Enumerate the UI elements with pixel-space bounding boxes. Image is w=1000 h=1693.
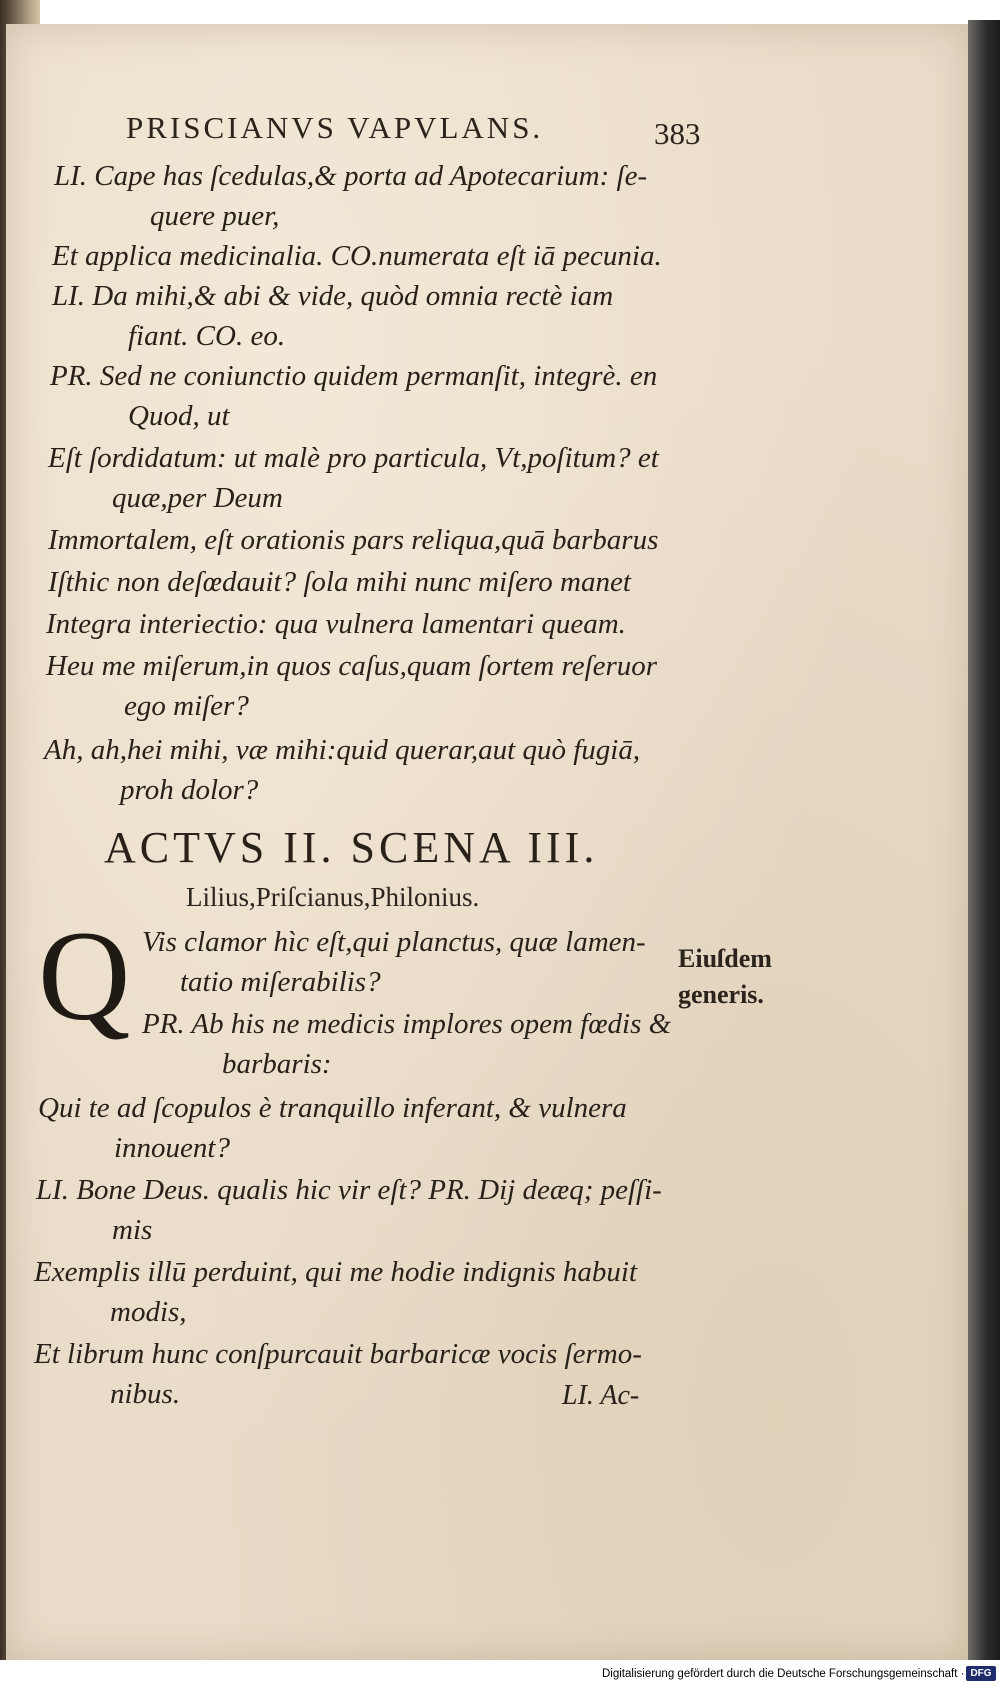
verse-line: Vis clamor hìc eſt,qui planctus, quæ lamen-	[142, 926, 646, 958]
page-edge-shadow	[968, 20, 1000, 1660]
verse-line: LI. Bone Deus. qualis hic vir eſt? PR. Dij deæq; peſſi-	[36, 1174, 662, 1206]
verse-line: Quod, ut	[128, 400, 230, 432]
verse-line: barbaris:	[222, 1048, 332, 1080]
verse-line: fiant. CO. eo.	[128, 320, 286, 352]
running-head: PRISCIANVS VAPVLANS.	[126, 110, 544, 145]
verse-line: Immortalem, eſt orationis pars reliqua,quā barbarus	[48, 524, 659, 556]
verse-line: proh dolor?	[120, 774, 259, 806]
drop-cap-initial: Q	[38, 905, 131, 1047]
scene-heading: ACTVS II. SCENA III.	[104, 823, 599, 872]
verse-line: LI. Cape has ſcedulas,& porta ad Apotecarium: ſe-	[54, 160, 648, 192]
page-number: 383	[654, 116, 701, 151]
dramatis-personae: Lilius,Priſcianus,Philonius.	[186, 882, 480, 912]
verse-line: Et applica medicinalia. CO.numerata eſt iā pecunia.	[52, 240, 662, 272]
digitization-credit: Digitalisierung gefördert durch die Deutsche Forschungsgemeinschaft ·	[602, 1668, 965, 1680]
verse-line: tatio miſerabilis?	[180, 966, 381, 998]
verse-line: quæ,per Deum	[112, 482, 283, 514]
verse-line: quere puer,	[150, 200, 280, 232]
verse-line: Exemplis illū perduint, qui me hodie indignis habuit	[34, 1256, 638, 1288]
verse-line: nibus.	[110, 1378, 181, 1410]
verse-line: Eſt ſordidatum: ut malè pro particula, Vt,poſitum? et	[48, 442, 659, 474]
verse-line: ego miſer?	[124, 690, 249, 722]
verse-line: mis	[112, 1214, 153, 1246]
verse-line: innouent?	[114, 1132, 230, 1164]
marginal-note: generis.	[678, 980, 764, 1009]
verse-line: Et librum hunc conſpurcauit barbaricæ vocis ſermo-	[34, 1338, 642, 1370]
dfg-logo-icon: DFG	[966, 1666, 996, 1681]
verse-line: PR. Sed ne coniunctio quidem permanſit, integrè. en	[50, 360, 658, 392]
verse-line: Heu me miſerum,in quos caſus,quam ſortem reſeruor	[46, 650, 658, 682]
verse-line: Iſthic non deſœdauit? ſola mihi nunc miſero manet	[48, 566, 631, 598]
verse-line: modis,	[110, 1296, 187, 1328]
verse-line: Ah, ah,hei mihi, væ mihi:quid querar,aut quò fugiā,	[44, 734, 641, 766]
verse-line: LI. Da mihi,& abi & vide, quòd omnia rectè iam	[52, 280, 614, 312]
verse-line: Integra interiectio: qua vulnera lamentari queam.	[46, 608, 626, 640]
verse-line: PR. Ab his ne medicis implores opem fœdis &	[142, 1008, 672, 1040]
marginal-note: Eiuſdem	[678, 944, 772, 973]
catchword: LI. Ac-	[562, 1380, 640, 1411]
verse-line: Qui te ad ſcopulos è tranquillo inferant, & vulnera	[38, 1092, 627, 1124]
